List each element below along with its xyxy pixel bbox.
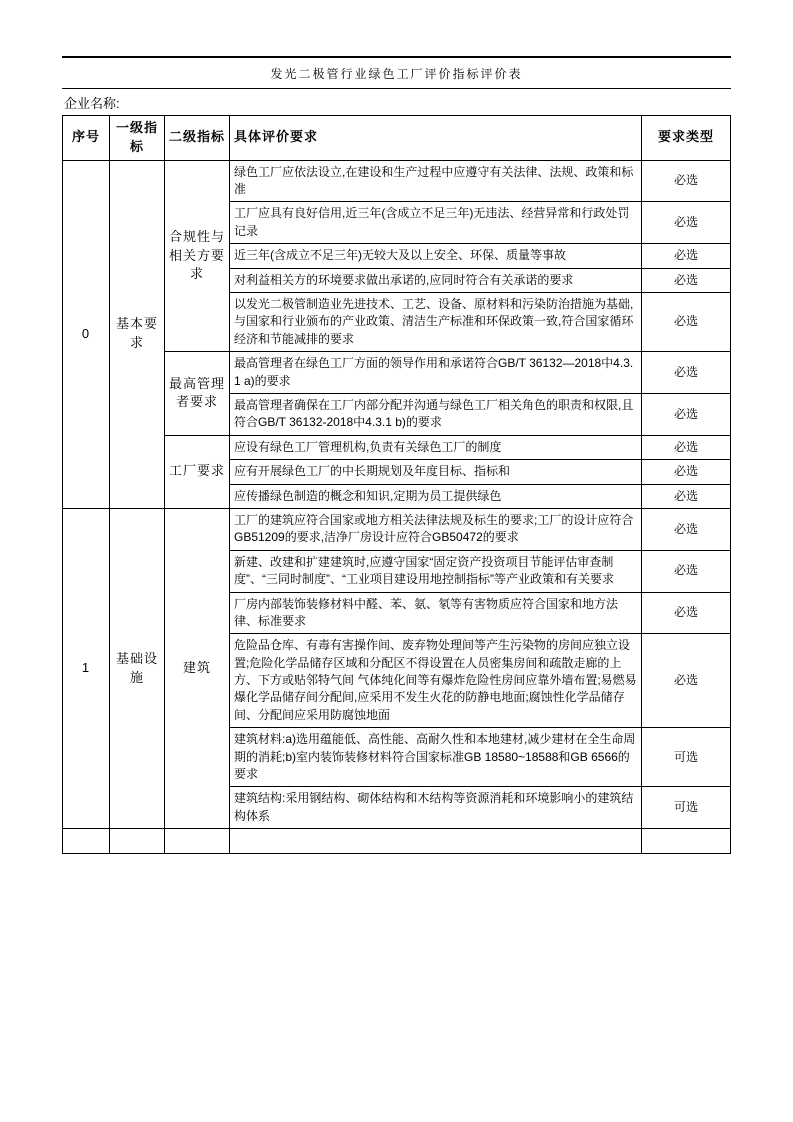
cell-requirement: 最高管理者在绿色工厂方面的领导作用和承诺符合GB/T 36132—2018中4.3.1 a)的要求: [230, 352, 642, 394]
cell-type: 必选: [642, 244, 731, 268]
cell-requirement-empty: [230, 829, 642, 853]
cell-type: 必选: [642, 352, 731, 394]
cell-level1: 基础设施: [110, 508, 165, 828]
cell-requirement: 对利益相关方的环境要求做出承诺的,应同时符合有关承诺的要求: [230, 268, 642, 292]
cell-seq: 1: [63, 508, 110, 828]
cell-type: 必选: [642, 435, 731, 459]
cell-type: 必选: [642, 202, 731, 244]
table-header-row: [63, 116, 731, 161]
cell-requirement: 新建、改建和扩建建筑时,应遵守国家“固定资产投资项目节能评估审查制度”、“三同时制度”、“工业项目建设用地控制指标”等产业政策和有关要求: [230, 550, 642, 592]
cell-type: 必选: [642, 460, 731, 484]
header-level1: 一级指标: [110, 116, 165, 161]
cell-requirement: 应设有绿色工厂管理机构,负责有关绿色工厂的制度: [230, 435, 642, 459]
cell-type: 必选: [642, 592, 731, 634]
table-header: [63, 116, 731, 161]
cell-type-empty: [642, 829, 731, 853]
cell-type: 可选: [642, 728, 731, 787]
cell-requirement: 建筑材料:a)选用蕴能低、高性能、高耐久性和本地建材,减少建材在全生命周期的消耗;b)室内装饰装修材料符合国家标准GB 18580~18588和GB 6566的要求: [230, 728, 642, 787]
table-body: [63, 160, 731, 853]
cell-requirement: 应传播绿色制造的概念和知识,定期为员工提供绿色: [230, 484, 642, 508]
company-name-label: 企业名称:: [64, 96, 120, 111]
cell-type: 必选: [642, 293, 731, 352]
cell-requirement: 绿色工厂应依法设立,在建设和生产过程中应遵守有关法律、法规、政策和标准: [230, 160, 642, 202]
cell-type: 必选: [642, 550, 731, 592]
cell-requirement: 应有开展绿色工厂的中长期规划及年度目标、指标和: [230, 460, 642, 484]
evaluation-table: [62, 115, 731, 854]
header-type: 要求类型: [642, 116, 731, 161]
cell-seq-empty: [63, 829, 110, 853]
cell-requirement: 工厂的建筑应符合国家或地方相关法律法规及标生的要求;工厂的设计应符合GB51209的要求,洁净厂房设计应符合GB50472的要求: [230, 508, 642, 550]
cell-requirement: 近三年(含成立不足三年)无较大及以上安全、环保、质量等事故: [230, 244, 642, 268]
document-title: 发光二极管行业绿色工厂评价指标评价表: [62, 56, 731, 89]
cell-level2: 合规性与相关方要求: [165, 160, 230, 352]
cell-seq: 0: [63, 160, 110, 508]
cell-type: 必选: [642, 508, 731, 550]
cell-type: 必选: [642, 160, 731, 202]
cell-type: 必选: [642, 634, 731, 728]
cell-requirement: 以发光二极管制造业先进技术、工艺、设备、原材料和污染防治措施为基础,与国家和行业颁布的产业政策、清洁生产标准和环保政策一致,符合国家循环经济和节能减排的要求: [230, 293, 642, 352]
cell-requirement: 建筑结构:采用钢结构、砌体结构和木结构等资源消耗和环境影响小的建筑结构体系: [230, 787, 642, 829]
cell-requirement: 厂房内部装饰装修材料中醛、苯、氨、氡等有害物质应符合国家和地方法律、标准要求: [230, 592, 642, 634]
cell-level2: 建筑: [165, 508, 230, 828]
header-requirement: 具体评价要求: [230, 116, 642, 161]
cell-requirement: 最高管理者确保在工厂内部分配并沟通与绿色工厂相关角色的职责和权限,且符合GB/T 36132-2018中4.3.1 b)的要求: [230, 393, 642, 435]
cell-level2-empty: [165, 829, 230, 853]
cell-type: 必选: [642, 268, 731, 292]
cell-level2: 工厂要求: [165, 435, 230, 508]
header-seq: 序号: [63, 116, 110, 161]
cell-requirement: 工厂应具有良好信用,近三年(含成立不足三年)无违法、经营异常和行政处罚记录: [230, 202, 642, 244]
cell-type: 必选: [642, 393, 731, 435]
cell-level2: 最高管理者要求: [165, 352, 230, 436]
cell-level1-empty: [110, 829, 165, 853]
cell-type: 必选: [642, 484, 731, 508]
table-row: [63, 508, 731, 550]
cell-level1: 基本要求: [110, 160, 165, 508]
cell-requirement: 危险品仓库、有毒有害操作间、废弃物处理间等产生污染物的房间应独立设置;危险化学品储存区域和分配区不得设置在人员密集房间和疏散走廊的上方、下方或贴邻特气间 气体纯化间等有爆炸危险性房间应靠外墙布置;易燃易爆化学品储存间分配间,应采用不发生火花的防静电地面;腐蚀性化学品储存间、分配间应采用防腐蚀地面: [230, 634, 642, 728]
table-row: [63, 160, 731, 202]
header-level2: 二级指标: [165, 116, 230, 161]
cell-type: 可选: [642, 787, 731, 829]
table-row-spacer: [63, 829, 731, 853]
